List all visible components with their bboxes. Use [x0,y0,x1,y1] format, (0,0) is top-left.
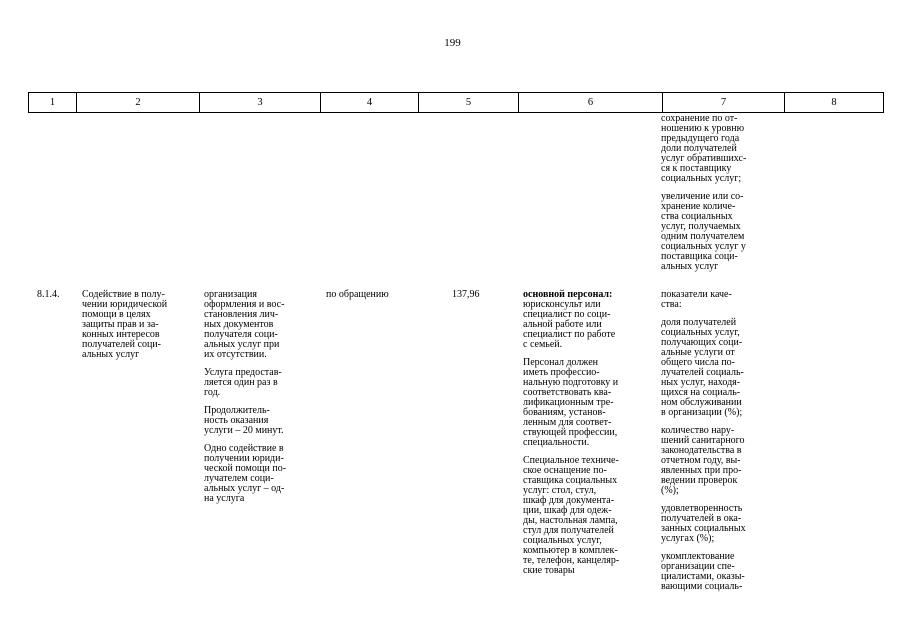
continuation-col7 [661,114,779,272]
quality-indicators [661,290,779,592]
continuation-paragraph: увеличение или со- хранение количе- ства социальных услуг, получаемых одним получателем социальных услуг у поставщика соци- альных услуг [661,191,746,272]
header-col-2: 2 [77,93,200,113]
quality-paragraph: количество нару- шений санитарного законодательства в отчетном году, вы- явленных при про- ведении проверок (%); [661,425,745,496]
header-col-6: 6 [519,93,663,113]
quality-paragraph: показатели каче- ства: [661,289,732,310]
quality-paragraph: укомплектование организации спе- циалистами, оказы- вающими социаль- [661,551,745,592]
description-paragraph: Услуга предостав- ляется один раз в год. [204,367,282,398]
staff-heading: основной персонал: [523,289,613,300]
service-frequency: по обращению [326,289,389,300]
staff-paragraph: Специальное техниче- ское оснащение по- ставщика социальных услуг: стол, стул, шкаф для документа- ции, шкаф для одеж- ды, настольная лампа, стул для получателей социальных услуг, компьютер в комплек- те, телефон, канцеляр- ские товары [523,455,620,576]
service-price: 137,96 [452,289,480,300]
header-col-4: 4 [321,93,419,113]
description-paragraph: Одно содействие в получении юриди- ческой помощи по- лучателем соци- альных услуг – од- на услуга [204,443,287,504]
header-col-8: 8 [785,93,884,113]
header-col-1: 1 [29,93,77,113]
description-paragraph: Продолжитель- ность оказания услуги – 20 минут. [204,405,284,436]
header-col-5: 5 [419,93,519,113]
header-row [29,93,884,113]
quality-paragraph: доля получателей социальных услуг, получающих соци- альные услуги от общего числа по- лучателей социаль- ных услуг, находя- щихся на социаль- ном обслуживании в организации (%); [661,317,744,418]
staff-paragraph: юрисконсульт или специалист по соци- альной работе или специалист по работе с семьей. [523,299,616,350]
staff-paragraph: Персонал должен иметь профессио- нальную подготовку и соответствовать ква- лификационным тре- бованиям, установ- ленным для соответ- ствующей профессии, специальности. [523,357,619,448]
page-number: 199 [444,37,461,49]
row-number: 8.1.4. [37,289,60,300]
column-number-header [28,92,884,113]
header-col-3: 3 [200,93,321,113]
description-paragraph: организация оформления и вос- становления лич- ных документов получателя соци- альных услуг при их отсутствии. [204,289,285,360]
header-col-7: 7 [663,93,785,113]
service-description [204,290,320,504]
service-name: Содействие в полу- чении юридической помощи в целях защиты прав и за- конных интересов получателей соци- альных услуг [82,289,168,360]
continuation-paragraph: сохранение по от- ношению к уровню предыдущего года доли получателей услуг обратившихс- ся к поставщику социальных услуг; [661,113,747,184]
quality-paragraph: удовлетворенность получателей в ока- занных социальных услугах (%); [661,503,746,544]
service-staff [523,290,657,576]
